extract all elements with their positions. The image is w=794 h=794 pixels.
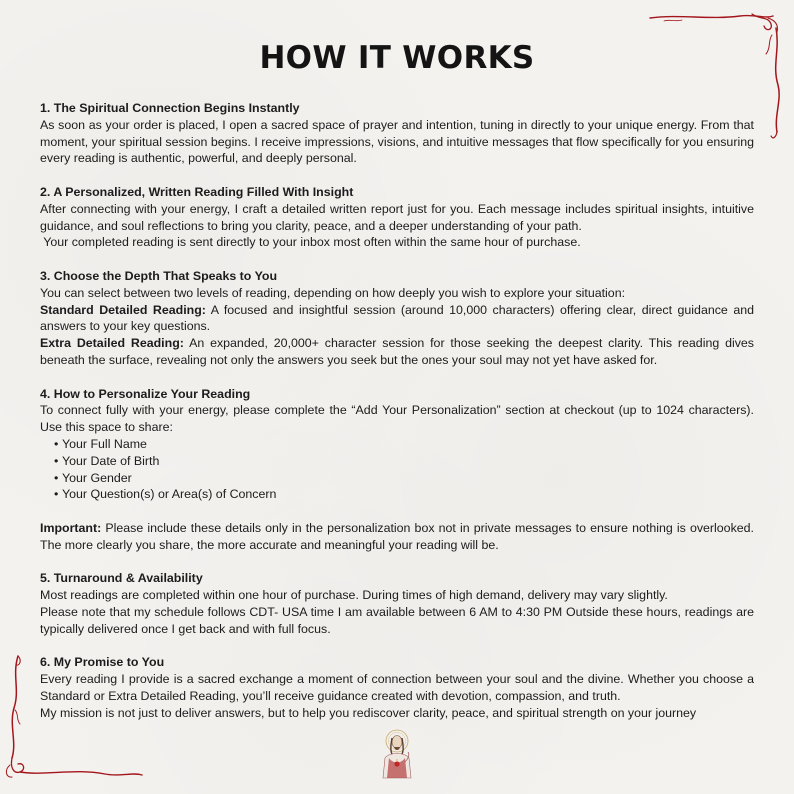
section-5 (40, 570, 754, 637)
extra-reading-label: Extra Detailed Reading: (40, 336, 184, 351)
extra-reading (40, 335, 754, 369)
important-text: Please include these details only in the personalization box not in private messages to ensure nothing is overlooked. The more clearly you share, the more accurate and meaningful your reading will be. (40, 520, 754, 552)
section-4 (40, 386, 754, 554)
section-body: Most readings are completed within one hour of purchase. During times of high demand, delivery may vary slightly. (40, 588, 668, 603)
section-intro: You can select between two levels of reading, depending on how deeply you wish to explore your situation: (40, 285, 626, 300)
section-body: After connecting with your energy, I craft a detailed written report just for you. Each message includes spiritual insights, intuitive guidance, and soul reflections to bring you clarity, peace, and a deeper understanding of your path. (40, 201, 754, 233)
section-heading: 3. Choose the Depth That Speaks to You (40, 268, 278, 283)
section-heading: 1. The Spiritual Connection Begins Instantly (40, 101, 300, 115)
section-body-2: My mission is not just to deliver answers, but to help you rediscover clarity, peace, and spiritual strength on your journey (40, 705, 697, 720)
list-item: • Your Date of Birth (54, 453, 754, 470)
standard-reading-text: A focused and insightful session (around 10,000 characters) offering clear, direct guidance and answers to your key questions. (40, 302, 755, 334)
section-3 (40, 268, 754, 369)
section-1 (40, 100, 754, 167)
section-heading: 6. My Promise to You (40, 655, 165, 670)
list-item: • Your Question(s) or Area(s) of Concern (54, 486, 754, 503)
section-body-2: Please note that my schedule follows CDT- USA time I am available between 6 AM to 4:30 PM Outside these hours, readings are typically delivered once I get back and with full focus. (40, 604, 754, 636)
section-heading: 4. How to Personalize Your Reading (40, 386, 251, 401)
extra-reading-text: An expanded, 20,000+ character session for those seeking the deepest clarity. This reading dives beneath the surface, revealing not only the answers you seek but the ones your soul may not yet have asked for. (40, 336, 754, 367)
important-note (40, 520, 754, 554)
section-body: As soon as your order is placed, I open a sacred space of prayer and intention, tuning in directly to your unique energy. From that moment, your spiritual session begins. I receive impressions, visions, and intuitive messages that flow specifically for you ensuring every reading is authentic, powerful, and deeply personal. (40, 117, 754, 166)
list-item: • Your Full Name (54, 436, 754, 453)
page-title: HOW IT WORKS (259, 40, 535, 76)
standard-reading (40, 302, 754, 336)
section-intro: To connect fully with your energy, please complete the “Add Your Personalization” section at checkout (up to 1024 characters). Use this space to share: (40, 403, 754, 435)
list-item: • Your Gender (54, 470, 754, 487)
section-body-2: Your completed reading is sent directly to your inbox most often within the same hour of purchase. (40, 235, 581, 250)
important-label: Important: (40, 520, 102, 535)
standard-reading-label: Standard Detailed Reading: (40, 302, 206, 317)
share-list (40, 436, 754, 503)
section-6 (40, 654, 754, 721)
jesus-portrait-icon (377, 728, 417, 782)
section-heading: 2. A Personalized, Written Reading Filled With Insight (40, 184, 354, 199)
section-heading: 5. Turnaround & Availability (40, 571, 203, 586)
section-body: Every reading I provide is a sacred exchange a moment of connection between your soul and the divine. Whether you choose a Standard or Extra Detailed Reading, you’ll receive guidance created with devotion, compassion, and truth. (40, 672, 754, 703)
section-2 (40, 184, 754, 251)
how-it-works-content (40, 100, 754, 738)
